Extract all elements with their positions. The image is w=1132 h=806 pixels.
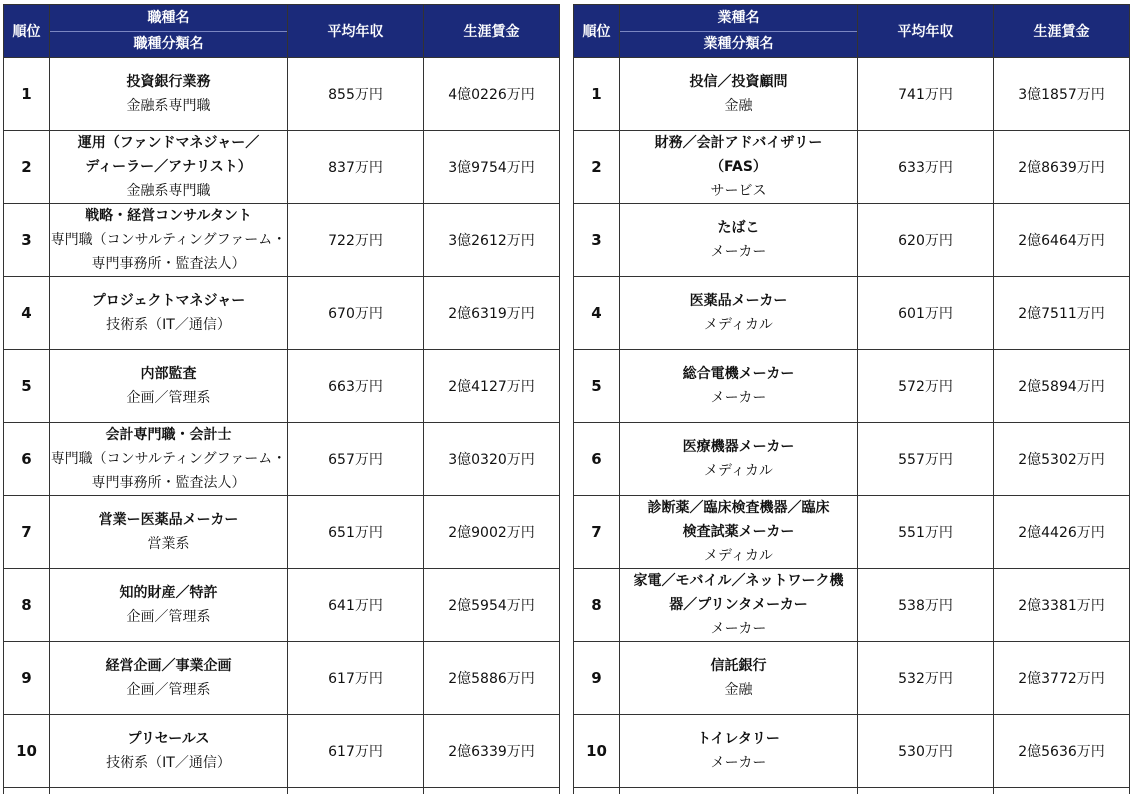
empty-cell	[424, 788, 560, 795]
rank-cell: 10	[4, 715, 50, 788]
empty-cell	[4, 788, 50, 795]
item-category: 金融系専門職	[126, 98, 211, 114]
item-category: 専門職（コンサルティングファーム・ 専門事務所・監査法人）	[50, 232, 287, 272]
item-name: 経営企画／事業企画	[105, 658, 232, 674]
average-salary-cell: 532万円	[858, 642, 994, 715]
name-cell	[620, 715, 858, 788]
average-salary-cell: 572万円	[858, 350, 994, 423]
average-salary-cell: 538万円	[858, 569, 994, 642]
table-row-partial	[4, 788, 560, 795]
item-name: プロジェクトマネジャー	[91, 293, 246, 309]
name-cell	[620, 131, 858, 204]
lifetime-wage-cell: 3億2612万円	[424, 204, 560, 277]
item-category: 金融	[724, 98, 753, 114]
occupation-ranking-table	[3, 4, 560, 794]
rank-cell: 7	[574, 496, 620, 569]
rank-cell: 2	[574, 131, 620, 204]
average-salary-cell: 641万円	[288, 569, 424, 642]
name-cell	[50, 569, 288, 642]
table-row-partial	[574, 788, 1130, 795]
average-salary-cell: 617万円	[288, 715, 424, 788]
name-cell	[620, 277, 858, 350]
item-category: メーカー	[710, 390, 767, 406]
average-salary-cell: 722万円	[288, 204, 424, 277]
item-name: 営業ー医薬品メーカー	[98, 512, 239, 528]
empty-cell	[288, 788, 424, 795]
lifetime-wage-cell: 2億3772万円	[994, 642, 1130, 715]
rank-cell: 5	[4, 350, 50, 423]
table-row	[4, 131, 560, 204]
item-category: 専門職（コンサルティングファーム・ 専門事務所・監査法人）	[50, 451, 287, 491]
average-salary-header: 平均年収	[288, 5, 424, 58]
lifetime-wage-cell: 2億7511万円	[994, 277, 1130, 350]
occupation-name-header-label: 職種名	[50, 5, 287, 32]
average-salary-cell: 670万円	[288, 277, 424, 350]
average-salary-cell: 651万円	[288, 496, 424, 569]
name-cell	[620, 58, 858, 131]
rank-cell: 6	[4, 423, 50, 496]
name-cell	[50, 715, 288, 788]
average-salary-cell: 557万円	[858, 423, 994, 496]
lifetime-wage-cell: 2億4426万円	[994, 496, 1130, 569]
lifetime-wage-cell: 2億6464万円	[994, 204, 1130, 277]
item-category: メーカー	[710, 244, 767, 260]
table-row	[4, 642, 560, 715]
empty-cell	[50, 788, 288, 795]
table-header-row	[574, 5, 1130, 58]
rank-cell: 5	[574, 350, 620, 423]
lifetime-wage-cell: 3億1857万円	[994, 58, 1130, 131]
table-row	[4, 569, 560, 642]
item-name: 医薬品メーカー	[689, 293, 788, 309]
item-category: 営業系	[147, 536, 190, 552]
industry-ranking-table	[573, 4, 1130, 794]
item-category: メーカー	[710, 755, 767, 771]
average-salary-cell: 530万円	[858, 715, 994, 788]
occupation-ranking-body	[4, 58, 560, 795]
lifetime-wage-cell: 2億8639万円	[994, 131, 1130, 204]
lifetime-wage-cell: 2億5636万円	[994, 715, 1130, 788]
table-row	[574, 715, 1130, 788]
occupation-name-header	[50, 5, 288, 58]
average-salary-cell: 601万円	[858, 277, 994, 350]
lifetime-wage-cell: 2億6319万円	[424, 277, 560, 350]
table-header-row	[4, 5, 560, 58]
lifetime-wage-header: 生涯賃金	[424, 5, 560, 58]
rank-cell: 9	[574, 642, 620, 715]
average-salary-cell: 663万円	[288, 350, 424, 423]
rank-cell: 6	[574, 423, 620, 496]
rank-header: 順位	[4, 5, 50, 58]
item-name: 信託銀行	[710, 658, 767, 674]
rank-header: 順位	[574, 5, 620, 58]
item-name: 医療機器メーカー	[682, 439, 795, 455]
industry-category-header-label: 業種分類名	[703, 36, 774, 52]
average-salary-cell: 855万円	[288, 58, 424, 131]
name-cell	[620, 569, 858, 642]
rank-cell: 2	[4, 131, 50, 204]
item-category: 企画／管理系	[126, 609, 211, 625]
item-name: 運用（ファンドマネジャー／ ディーラー／アナリスト）	[77, 135, 260, 175]
rank-cell: 3	[574, 204, 620, 277]
lifetime-wage-cell: 2億5886万円	[424, 642, 560, 715]
name-cell	[50, 423, 288, 496]
item-category: 金融	[724, 682, 753, 698]
item-category: メディカル	[704, 317, 773, 333]
item-name: 財務／会計アドバイザリー （FAS）	[654, 135, 823, 175]
name-cell	[620, 496, 858, 569]
item-name: 投信／投資顧問	[689, 74, 788, 90]
name-cell	[50, 496, 288, 569]
table-row	[4, 350, 560, 423]
name-cell	[50, 277, 288, 350]
rank-cell: 10	[574, 715, 620, 788]
rank-cell: 1	[574, 58, 620, 131]
name-cell	[620, 204, 858, 277]
lifetime-wage-cell: 2億5894万円	[994, 350, 1130, 423]
rank-cell: 8	[574, 569, 620, 642]
lifetime-wage-header: 生涯賃金	[994, 5, 1130, 58]
rank-cell: 8	[4, 569, 50, 642]
lifetime-wage-cell: 2億5954万円	[424, 569, 560, 642]
average-salary-cell: 741万円	[858, 58, 994, 131]
item-name: 総合電機メーカー	[682, 366, 795, 382]
item-category: メーカー	[710, 621, 767, 637]
item-category: サービス	[710, 183, 767, 199]
table-row	[4, 715, 560, 788]
lifetime-wage-cell: 2億5302万円	[994, 423, 1130, 496]
lifetime-wage-cell: 2億4127万円	[424, 350, 560, 423]
empty-cell	[574, 788, 620, 795]
name-cell	[620, 423, 858, 496]
table-row	[4, 58, 560, 131]
table-row	[574, 277, 1130, 350]
item-name: 会計専門職・会計士	[105, 427, 232, 443]
table-row	[574, 496, 1130, 569]
item-name: たばこ	[717, 220, 760, 236]
name-cell	[50, 131, 288, 204]
average-salary-cell: 837万円	[288, 131, 424, 204]
table-row	[4, 423, 560, 496]
average-salary-header: 平均年収	[858, 5, 994, 58]
rank-cell: 7	[4, 496, 50, 569]
empty-cell	[858, 788, 994, 795]
table-row	[574, 569, 1130, 642]
occupation-category-header-label: 職種分類名	[133, 36, 204, 52]
rank-cell: 3	[4, 204, 50, 277]
lifetime-wage-cell: 3億0320万円	[424, 423, 560, 496]
average-salary-cell: 551万円	[858, 496, 994, 569]
item-category: 技術系（IT／通信）	[106, 755, 231, 771]
lifetime-wage-cell: 4億0226万円	[424, 58, 560, 131]
industry-ranking-body	[574, 58, 1130, 795]
item-name: 知的財産／特許	[119, 585, 218, 601]
average-salary-cell: 620万円	[858, 204, 994, 277]
item-category: 金融系専門職	[126, 183, 211, 199]
item-name: 内部監査	[140, 366, 197, 382]
name-cell	[50, 350, 288, 423]
industry-name-header-label: 業種名	[620, 5, 857, 32]
average-salary-cell: 617万円	[288, 642, 424, 715]
item-name: 家電／モバイル／ネットワーク機 器／プリンタメーカー	[633, 573, 844, 613]
table-row	[4, 496, 560, 569]
lifetime-wage-cell: 2億9002万円	[424, 496, 560, 569]
name-cell	[620, 642, 858, 715]
name-cell	[50, 204, 288, 277]
item-name: 診断薬／臨床検査機器／臨床 検査試薬メーカー	[647, 500, 830, 540]
table-row	[4, 204, 560, 277]
table-row	[574, 204, 1130, 277]
item-name: プリセールス	[127, 731, 210, 747]
rank-cell: 1	[4, 58, 50, 131]
rank-cell: 4	[4, 277, 50, 350]
lifetime-wage-cell: 2億6339万円	[424, 715, 560, 788]
average-salary-cell: 633万円	[858, 131, 994, 204]
item-category: 技術系（IT／通信）	[106, 317, 231, 333]
table-row	[574, 350, 1130, 423]
table-row	[574, 58, 1130, 131]
rank-cell: 4	[574, 277, 620, 350]
item-name: トイレタリー	[697, 731, 780, 747]
table-row	[574, 423, 1130, 496]
lifetime-wage-cell: 2億3381万円	[994, 569, 1130, 642]
table-row	[574, 642, 1130, 715]
item-category: メディカル	[704, 548, 773, 564]
industry-name-header	[620, 5, 858, 58]
average-salary-cell: 657万円	[288, 423, 424, 496]
empty-cell	[994, 788, 1130, 795]
empty-cell	[620, 788, 858, 795]
rank-cell: 9	[4, 642, 50, 715]
name-cell	[50, 642, 288, 715]
name-cell	[50, 58, 288, 131]
item-category: メディカル	[704, 463, 773, 479]
table-row	[4, 277, 560, 350]
item-category: 企画／管理系	[126, 682, 211, 698]
lifetime-wage-cell: 3億9754万円	[424, 131, 560, 204]
item-category: 企画／管理系	[126, 390, 211, 406]
table-row	[574, 131, 1130, 204]
item-name: 投資銀行業務	[126, 74, 211, 90]
item-name: 戦略・経営コンサルタント	[85, 208, 252, 224]
name-cell	[620, 350, 858, 423]
